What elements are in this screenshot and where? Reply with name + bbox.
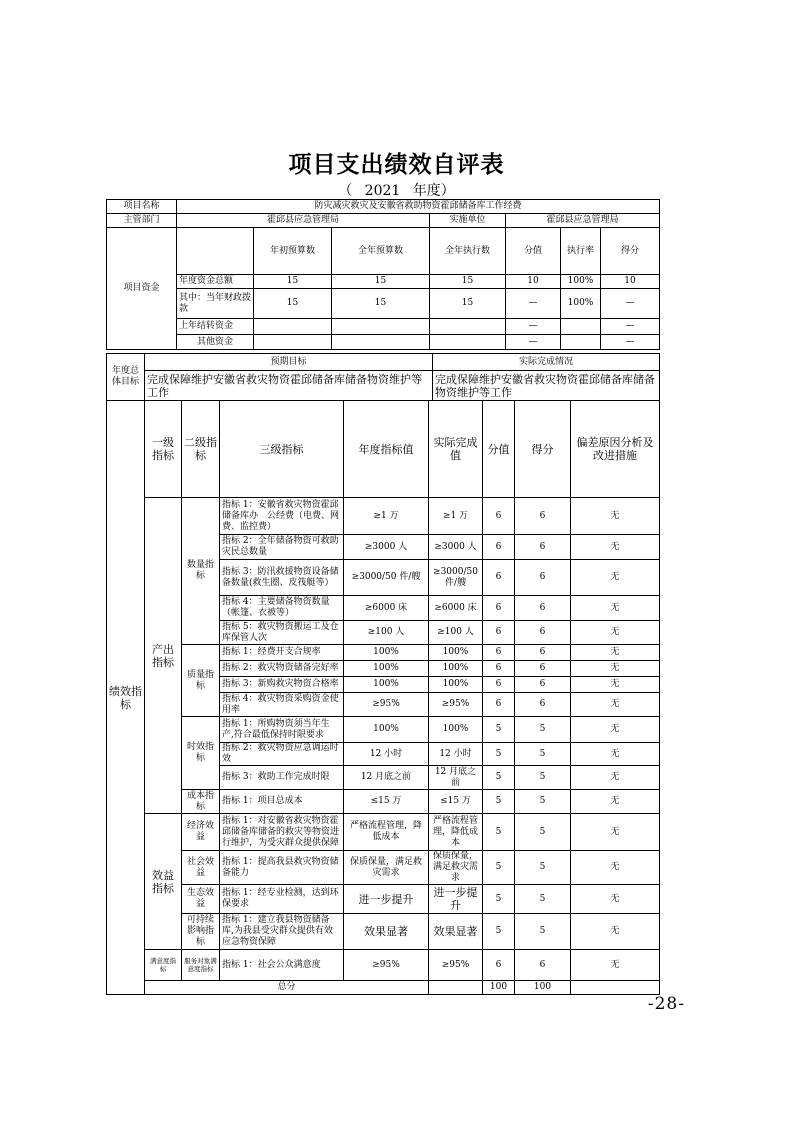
indicator-target: 进一步提升	[344, 885, 429, 914]
indicator-score: 6	[515, 950, 571, 981]
funds-row-name: 其中：当年财政拨款	[177, 289, 254, 319]
indicator-score-max: 6	[483, 498, 515, 535]
indicator-target: 保质保量，满足救灾需求	[344, 851, 429, 885]
indicator-target: 100%	[344, 717, 429, 743]
indicator-note: 无	[571, 851, 660, 885]
indicator-actual: 12 月底之前	[429, 766, 483, 790]
funds-col-1: 全年预算数	[332, 228, 430, 275]
level1-output: 产出指标	[145, 498, 182, 814]
level2-sustainable: 可持续影响指标	[182, 914, 220, 950]
funds-cell: 10	[601, 275, 660, 289]
funds-cell: —	[601, 289, 660, 319]
funds-cell: —	[506, 319, 561, 335]
level2-ecological: 生态效益	[182, 885, 220, 914]
indicator-target: ≤15 万	[344, 790, 429, 814]
indicator-score: 5	[515, 914, 571, 950]
indicator-score-max: 5	[483, 790, 515, 814]
indicator-text: 指标 3：新购救灾物资合格率	[220, 677, 344, 693]
indicator-text: 指标 1：经专业检测，达到环保要求	[220, 885, 344, 914]
indicator-score: 6	[515, 645, 571, 661]
indicator-score: 5	[515, 814, 571, 851]
level1-satisfaction: 满意度指标	[145, 950, 182, 981]
year-open-paren: （	[338, 183, 353, 199]
total-empty	[429, 981, 483, 995]
indicator-target: 效果显著	[344, 914, 429, 950]
indicator-actual: 进一步提升	[429, 885, 483, 914]
header-funds-table	[106, 199, 660, 350]
goals-table	[106, 353, 660, 401]
indicator-score: 5	[515, 790, 571, 814]
indicator-score: 6	[515, 677, 571, 693]
indicator-text: 指标 2：救灾物资储备完好率	[220, 661, 344, 677]
goals-actual-label: 实际完成情况	[433, 354, 660, 371]
indicator-text: 指标 2：全年储备物资可救助灾民总数量	[220, 535, 344, 560]
indicator-target: 12 小时	[344, 743, 429, 766]
perf-label: 绩效指标	[107, 401, 145, 995]
page-number: -28-	[647, 994, 685, 1014]
perf-col-actual: 实际完成值	[429, 401, 483, 498]
indicator-actual: ≥3000 人	[429, 535, 483, 560]
indicator-target: 严格流程管理，降低成本	[344, 814, 429, 851]
indicator-score-max: 6	[483, 621, 515, 645]
indicator-target: ≥95%	[344, 693, 429, 717]
dept-value: 霍邱县应急管理局	[177, 214, 430, 228]
indicator-text: 指标 1：社会公众满意度	[220, 950, 344, 981]
indicator-note: 无	[571, 914, 660, 950]
funds-cell: —	[601, 319, 660, 335]
indicator-target: ≥3000 人	[344, 535, 429, 560]
indicator-note: 无	[571, 621, 660, 645]
funds-cell	[561, 335, 601, 350]
funds-cell	[332, 319, 430, 335]
indicator-actual: 100%	[429, 677, 483, 693]
indicator-score: 6	[515, 661, 571, 677]
indicator-actual: ≥95%	[429, 950, 483, 981]
level2-quantity: 数量指标	[182, 498, 220, 645]
impl-label: 实施单位	[430, 214, 506, 228]
indicator-target: ≥100 人	[344, 621, 429, 645]
indicator-target: 100%	[344, 677, 429, 693]
indicator-note: 无	[571, 693, 660, 717]
indicator-score-max: 6	[483, 535, 515, 560]
indicator-score-max: 5	[483, 851, 515, 885]
indicator-note: 无	[571, 814, 660, 851]
indicator-note: 无	[571, 498, 660, 535]
funds-cell: 15	[332, 275, 430, 289]
perf-col-target: 年度指标值	[344, 401, 429, 498]
funds-label: 项目资金	[107, 228, 177, 350]
indicator-actual: ≥100 人	[429, 621, 483, 645]
indicator-score-max: 6	[483, 677, 515, 693]
indicator-score-max: 6	[483, 560, 515, 596]
perf-col-score-max: 分值	[483, 401, 515, 498]
indicator-score: 6	[515, 596, 571, 621]
indicator-text: 指标 3：防汛救援物资设备储备数量(救生圈、皮筏艇等）	[220, 560, 344, 596]
total-label: 总分	[145, 981, 429, 995]
indicator-score: 6	[515, 498, 571, 535]
indicator-score: 6	[515, 535, 571, 560]
indicator-note: 无	[571, 596, 660, 621]
indicator-actual: 效果显著	[429, 914, 483, 950]
dept-label: 主管部门	[107, 214, 177, 228]
funds-corner-cell	[177, 228, 254, 275]
perf-col-note: 偏差原因分析及改进措施	[571, 401, 660, 498]
indicator-score-max: 6	[483, 645, 515, 661]
indicator-score-max: 5	[483, 717, 515, 743]
total-score: 100	[515, 981, 571, 995]
funds-cell	[254, 335, 332, 350]
indicator-note: 无	[571, 661, 660, 677]
indicator-score-max: 5	[483, 914, 515, 950]
indicator-text: 指标 4：主要储备物资数量（帐篷、衣被等）	[220, 596, 344, 621]
indicator-note: 无	[571, 743, 660, 766]
indicator-text: 指标 3：救助工作完成时限	[220, 766, 344, 790]
indicator-note: 无	[571, 535, 660, 560]
indicator-text: 指标 2：救灾物资应急调运时效	[220, 743, 344, 766]
funds-col-4: 执行率	[561, 228, 601, 275]
perf-col-score: 得分	[515, 401, 571, 498]
project-name: 防灾减灾救灾及安徽省救助物资霍邱储备库工作经费	[177, 200, 660, 214]
funds-cell: —	[601, 335, 660, 350]
goals-expected: 完成保障维护安徽省救灾物资霍邱储备库储备物资维护等工作	[145, 371, 433, 401]
indicator-actual: ≥6000 床	[429, 596, 483, 621]
indicator-score: 5	[515, 743, 571, 766]
indicator-text: 指标 1：项目总成本	[220, 790, 344, 814]
indicator-actual: 保质保量，满足救灾需求	[429, 851, 483, 885]
indicator-target: ≥1 万	[344, 498, 429, 535]
indicator-actual: ≤15 万	[429, 790, 483, 814]
funds-cell	[254, 319, 332, 335]
indicator-text: 指标 1：安徽省救灾物资霍邱储备库办 公经费（电费、网费、监控费）	[220, 498, 344, 535]
funds-col-3: 分值	[506, 228, 561, 275]
perf-col-level3: 三级指标	[220, 401, 344, 498]
level2-economic: 经济效益	[182, 814, 220, 851]
indicator-text: 指标 1：所购物资须当年生产,符合最低保持时限要求	[220, 717, 344, 743]
indicator-note: 无	[571, 717, 660, 743]
funds-cell: 15	[254, 289, 332, 319]
funds-cell	[561, 319, 601, 335]
indicator-note: 无	[571, 885, 660, 914]
year-line	[0, 180, 793, 200]
indicator-target: ≥95%	[344, 950, 429, 981]
funds-cell	[332, 335, 430, 350]
funds-cell: 100%	[561, 275, 601, 289]
level2-timeliness: 时效指标	[182, 717, 220, 790]
indicator-score: 5	[515, 766, 571, 790]
level2-quality: 质量指标	[182, 645, 220, 717]
total-note-empty	[571, 981, 660, 995]
indicator-target: 100%	[344, 645, 429, 661]
goals-actual: 完成保障维护安徽省救灾物资霍邱储备库储备物资维护等工作	[433, 371, 660, 401]
funds-cell: —	[506, 335, 561, 350]
level2-cost: 成本指标	[182, 790, 220, 814]
performance-table	[106, 400, 660, 995]
indicator-score: 6	[515, 693, 571, 717]
indicator-score-max: 6	[483, 596, 515, 621]
indicator-score-max: 6	[483, 950, 515, 981]
indicator-target: ≥6000 床	[344, 596, 429, 621]
indicator-text: 指标 1：对安徽省救灾物资霍邱储备库储备的救灾等物资进行维护，为受灾群众提供保障	[220, 814, 344, 851]
funds-cell	[430, 319, 506, 335]
impl-value: 霍邱县应急管理局	[506, 214, 660, 228]
funds-row-name: 其他资金	[177, 335, 254, 350]
funds-row-name: 年度资金总额	[177, 275, 254, 289]
perf-col-level1: 一级指标	[145, 401, 182, 498]
indicator-note: 无	[571, 766, 660, 790]
indicator-target: 100%	[344, 661, 429, 677]
funds-cell: 15	[430, 289, 506, 319]
indicator-target: 12 月底之前	[344, 766, 429, 790]
funds-cell: 100%	[561, 289, 601, 319]
indicator-actual: 严格流程管理，降低成本	[429, 814, 483, 851]
funds-col-2: 全年执行数	[430, 228, 506, 275]
page-title: 项目支出绩效自评表	[288, 151, 505, 178]
level2-service: 服务对象满意度指标	[182, 950, 220, 981]
funds-cell: 10	[506, 275, 561, 289]
indicator-score: 5	[515, 851, 571, 885]
indicator-score: 5	[515, 885, 571, 914]
project-name-label: 项目名称	[107, 200, 177, 214]
indicator-score-max: 6	[483, 693, 515, 717]
funds-cell: 15	[332, 289, 430, 319]
indicator-score: 6	[515, 560, 571, 596]
indicator-note: 无	[571, 645, 660, 661]
total-max: 100	[483, 981, 515, 995]
funds-cell	[430, 335, 506, 350]
indicator-note: 无	[571, 790, 660, 814]
indicator-note: 无	[571, 677, 660, 693]
indicator-note: 无	[571, 950, 660, 981]
funds-cell: 15	[254, 275, 332, 289]
funds-row-name: 上年结转资金	[177, 319, 254, 335]
indicator-actual: ≥95%	[429, 693, 483, 717]
level2-social: 社会效益	[182, 851, 220, 885]
funds-col-0: 年初预算数	[254, 228, 332, 275]
goals-expected-label: 预期目标	[145, 354, 433, 371]
indicator-score-max: 5	[483, 766, 515, 790]
funds-cell: 15	[430, 275, 506, 289]
indicator-score-max: 6	[483, 661, 515, 677]
indicator-text: 指标 4：救灾物资采购资金使用率	[220, 693, 344, 717]
indicator-actual: 100%	[429, 645, 483, 661]
indicator-text: 指标 5：救灾物资搬运工及仓库保管人次	[220, 621, 344, 645]
year-value: 2021	[364, 183, 401, 199]
indicator-score-max: 5	[483, 885, 515, 914]
indicator-text: 指标 1：经费开支合规率	[220, 645, 344, 661]
indicator-note: 无	[571, 560, 660, 596]
indicator-score: 5	[515, 717, 571, 743]
indicator-text: 指标 1：提高我县救灾物资储备能力	[220, 851, 344, 885]
indicator-score: 6	[515, 621, 571, 645]
indicator-actual: 100%	[429, 717, 483, 743]
year-label: 年度）	[412, 183, 455, 199]
indicator-actual: ≥1 万	[429, 498, 483, 535]
indicator-actual: ≥3000/50 件/艘	[429, 560, 483, 596]
indicator-target: ≥3000/50 件/艘	[344, 560, 429, 596]
indicator-text: 指标 1：建立我县物资储备库,为我县受灾群众提供有效应急物资保障	[220, 914, 344, 950]
goals-label: 年度总体目标	[107, 354, 145, 401]
funds-cell: —	[506, 289, 561, 319]
indicator-score-max: 5	[483, 743, 515, 766]
level1-benefit: 效益指标	[145, 814, 182, 950]
perf-col-level2: 二级指标	[182, 401, 220, 498]
indicator-actual: 12 小时	[429, 743, 483, 766]
indicator-actual: 100%	[429, 661, 483, 677]
funds-col-5: 得分	[601, 228, 660, 275]
indicator-score-max: 5	[483, 814, 515, 851]
